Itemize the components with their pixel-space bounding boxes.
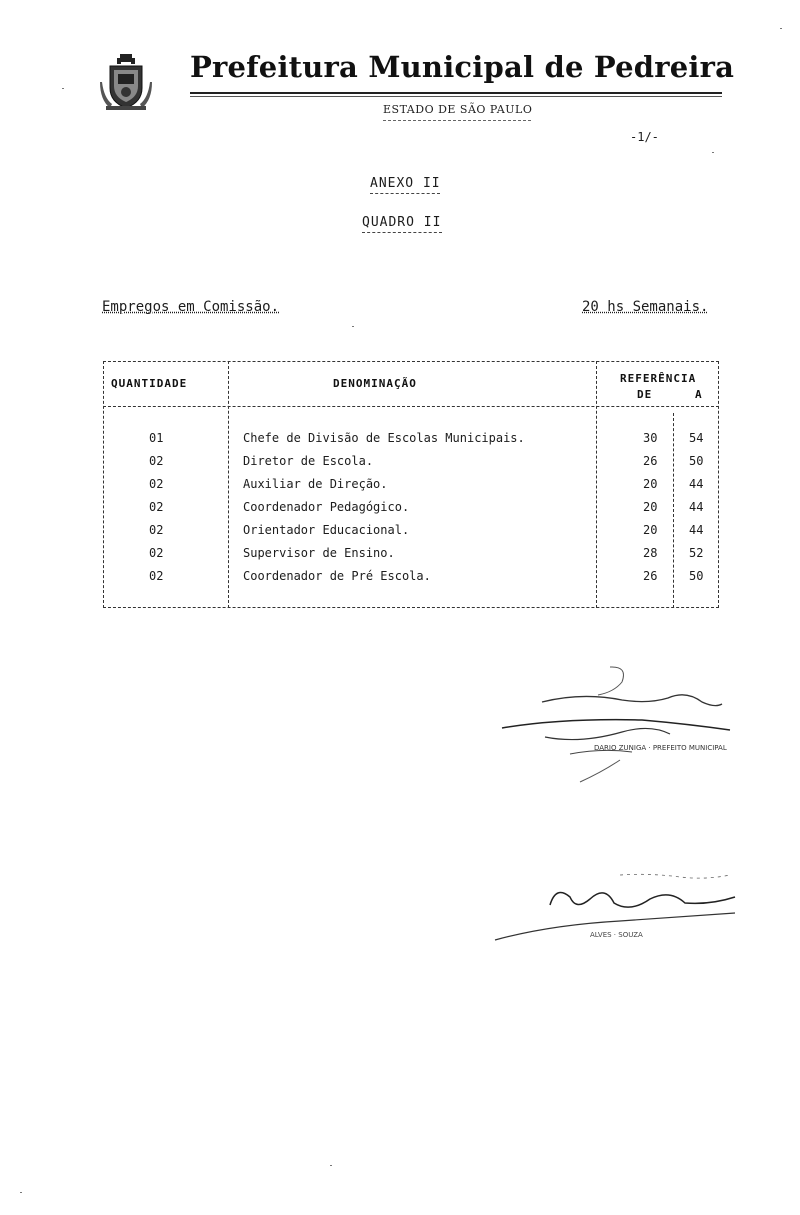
quadro-underline — [362, 232, 442, 233]
organization-name: Prefeitura Municipal de Pedreira — [190, 50, 735, 84]
table-right-border — [718, 361, 719, 608]
row-4-de: 20 — [643, 500, 658, 514]
table-bottom-border — [103, 607, 719, 608]
row-2-a: 50 — [689, 454, 704, 468]
mayor-signature — [490, 662, 735, 787]
row-2-de: 26 — [643, 454, 658, 468]
row-2-quantidade: 02 — [149, 454, 164, 468]
scan-speck — [780, 28, 782, 29]
row-4-quantidade: 02 — [149, 500, 164, 514]
row-5-quantidade: 02 — [149, 523, 164, 537]
row-5-de: 20 — [643, 523, 658, 537]
row-4-denominacao: Coordenador Pedagógico. — [243, 500, 410, 514]
row-3-de: 20 — [643, 477, 658, 491]
row-5-a: 44 — [689, 523, 704, 537]
row-1-de: 30 — [643, 431, 658, 445]
annex-underline — [370, 193, 440, 194]
letterhead-rule-thin — [190, 96, 722, 97]
row-5-denominacao: Orientador Educacional. — [243, 523, 410, 537]
table-top-border — [103, 361, 719, 362]
scan-speck — [330, 1165, 332, 1166]
scan-speck — [62, 88, 64, 89]
row-2-denominacao: Diretor de Escola. — [243, 454, 374, 468]
quadro-title: QUADRO II — [362, 215, 442, 230]
row-3-denominacao: Auxiliar de Direção. — [243, 477, 388, 491]
scan-speck — [712, 152, 714, 153]
weekly-hours: 20 hs Semanais. — [582, 299, 709, 315]
secretary-stamp-text: ALVES · SOUZA — [590, 931, 643, 939]
scan-speck — [20, 1192, 22, 1193]
header-a: A — [695, 388, 703, 401]
row-7-denominacao: Coordenador de Pré Escola. — [243, 569, 431, 583]
header-quantidade: QUANTIDADE — [111, 377, 188, 390]
state-name: ESTADO DE SÃO PAULO — [383, 103, 533, 116]
scan-speck — [352, 326, 354, 327]
row-3-a: 44 — [689, 477, 704, 491]
row-1-quantidade: 01 — [149, 431, 164, 445]
row-4-a: 44 — [689, 500, 704, 514]
table-col-divider — [596, 361, 597, 608]
positions-table — [103, 361, 719, 608]
row-6-de: 28 — [643, 546, 658, 560]
header-denominacao: DENOMINAÇÃO — [333, 377, 417, 390]
row-6-denominacao: Supervisor de Ensino. — [243, 546, 395, 560]
table-header-border — [103, 406, 719, 407]
row-6-a: 52 — [689, 546, 704, 560]
secretary-signature — [490, 855, 740, 955]
row-6-quantidade: 02 — [149, 546, 164, 560]
row-7-de: 26 — [643, 569, 658, 583]
state-underline — [383, 120, 531, 121]
mayor-stamp-text: DARIO ZUNIGA · PREFEITO MUNICIPAL — [594, 744, 727, 752]
header-referencia: REFERÊNCIA — [620, 372, 697, 385]
table-left-border — [103, 361, 104, 608]
letterhead-rule — [190, 92, 722, 94]
page-number: -1/- — [630, 130, 659, 144]
row-1-a: 54 — [689, 431, 704, 445]
row-3-quantidade: 02 — [149, 477, 164, 491]
row-7-quantidade: 02 — [149, 569, 164, 583]
row-7-a: 50 — [689, 569, 704, 583]
employment-type: Empregos em Comissão. — [102, 299, 280, 315]
municipal-crest-icon — [100, 52, 152, 112]
annex-title: ANEXO II — [370, 176, 441, 191]
row-1-denominacao: Chefe de Divisão de Escolas Municipais. — [243, 431, 525, 445]
table-col-divider — [228, 361, 229, 608]
table-ref-divider — [673, 413, 674, 608]
header-de: DE — [637, 388, 653, 401]
